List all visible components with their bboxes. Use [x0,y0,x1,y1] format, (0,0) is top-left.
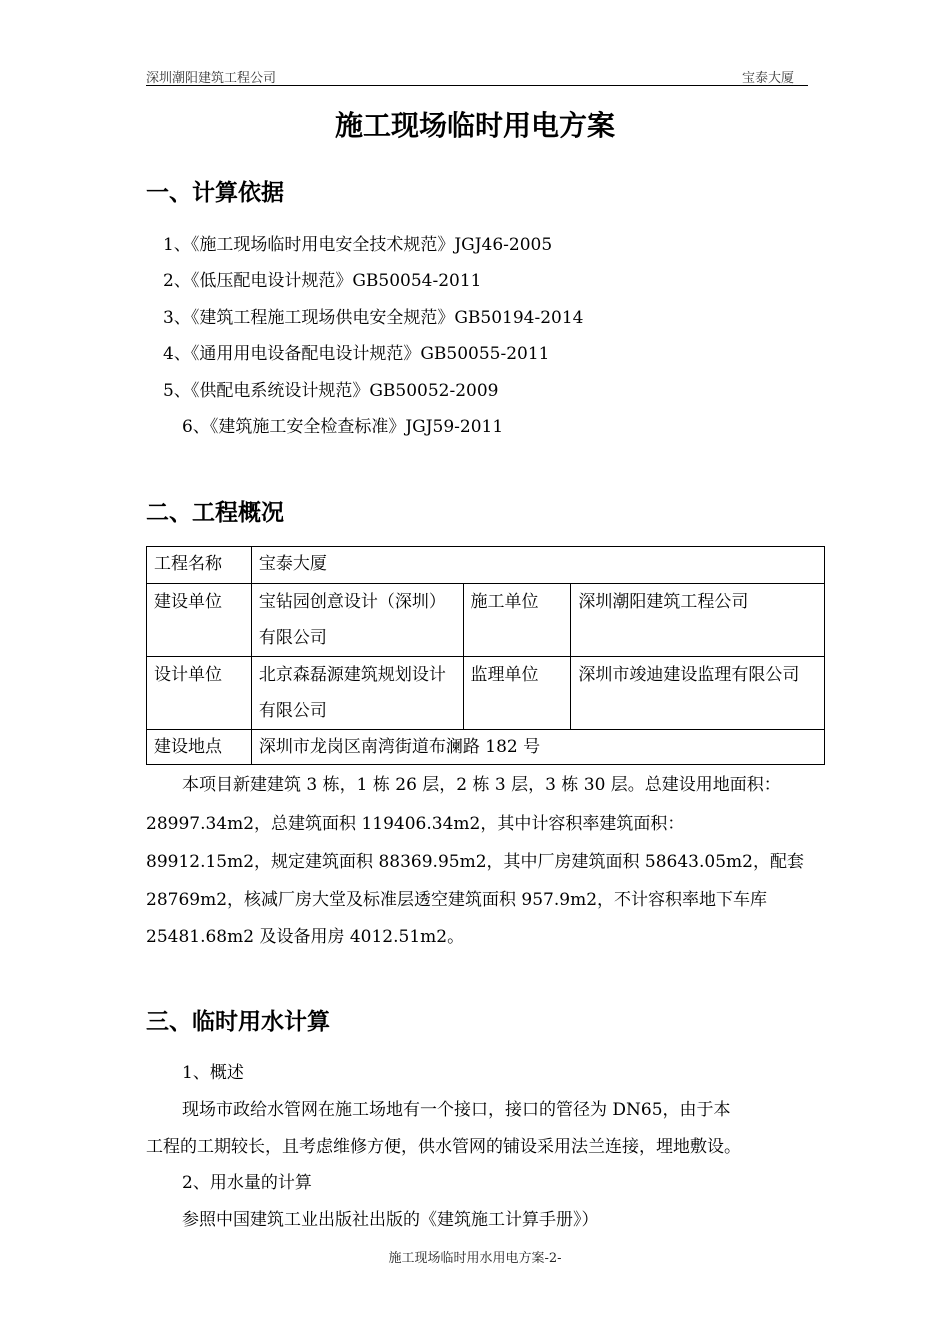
header-company: 深圳潮阳建筑工程公司 [146,71,277,86]
overview-line: 28769m2，核减厂房大堂及标准层透空建筑面积 957.9m2，不计容积率地下车库 [146,890,768,910]
overview-line: 25481.68m2 及设备用房 4012.51m2。 [146,927,465,947]
page-footer: 施工现场临时用水用电方案-2- [388,1251,562,1266]
subheading-water-usage: 2、用水量的计算 [182,1173,312,1193]
list-item: 2、《低压配电设计规范》GB50054-2011 [163,271,482,291]
table-label: 监理单位 [463,657,571,730]
table-label: 建设地点 [147,730,252,765]
table-row [147,657,825,730]
water-line: 工程的工期较长，且考虑维修方便，供水管网的铺设采用法兰连接，埋地敷设。 [146,1137,741,1157]
overview-line: 本项目新建建筑 3 栋，1 栋 26 层，2 栋 3 层，3 栋 30 层。总建设用地面积： [182,775,781,795]
overview-line: 89912.15m2，规定建筑面积 88369.95m2，其中厂房建筑面积 58643.05m2，配套 [146,852,804,872]
reference-line: 参照中国建筑工业出版社出版的《建筑施工计算手册》） [182,1210,599,1230]
water-line: 现场市政给水管网在施工场地有一个接口，接口的管径为 DN65，由于本 [182,1100,731,1120]
project-info-table [146,546,825,765]
section3-heading: 三、临时用水计算 [146,1009,330,1035]
list-item: 1、《施工现场临时用电安全技术规范》JGJ46-2005 [163,235,553,255]
list-item: 6、《建筑施工安全检查标准》JGJ59-2011 [182,417,504,437]
table-value: 深圳市竣迪建设监理有限公司 [571,657,825,730]
table-row [147,730,825,765]
table-label: 建设单位 [147,584,252,657]
list-item: 5、《供配电系统设计规范》GB50052-2009 [163,381,499,401]
overview-line: 28997.34m2，总建筑面积 119406.34m2，其中计容积率建筑面积： [146,814,685,834]
section2-heading: 二、工程概况 [146,500,284,526]
subheading-overview: 1、概述 [182,1063,244,1083]
document-title: 施工现场临时用电方案 [334,109,615,142]
table-value: 宝泰大厦 [251,547,824,584]
list-item: 4、《通用用电设备配电设计规范》GB50055-2011 [163,344,550,364]
table-label: 工程名称 [147,547,252,584]
table-value: 北京森磊源建筑规划设计有限公司 [251,657,463,730]
table-row [147,584,825,657]
list-item: 3、《建筑工程施工现场供电安全规范》GB50194-2014 [163,308,584,328]
table-value: 深圳潮阳建筑工程公司 [571,584,825,657]
header-divider [146,85,808,86]
table-label: 施工单位 [463,584,571,657]
table-value: 深圳市龙岗区南湾街道布澜路 182 号 [251,730,824,765]
section1-heading: 一、计算依据 [146,180,284,206]
table-value: 宝钻园创意设计（深圳）有限公司 [251,584,463,657]
table-row [147,547,825,584]
table-label: 设计单位 [147,657,252,730]
header-project: 宝泰大厦 [742,71,795,86]
